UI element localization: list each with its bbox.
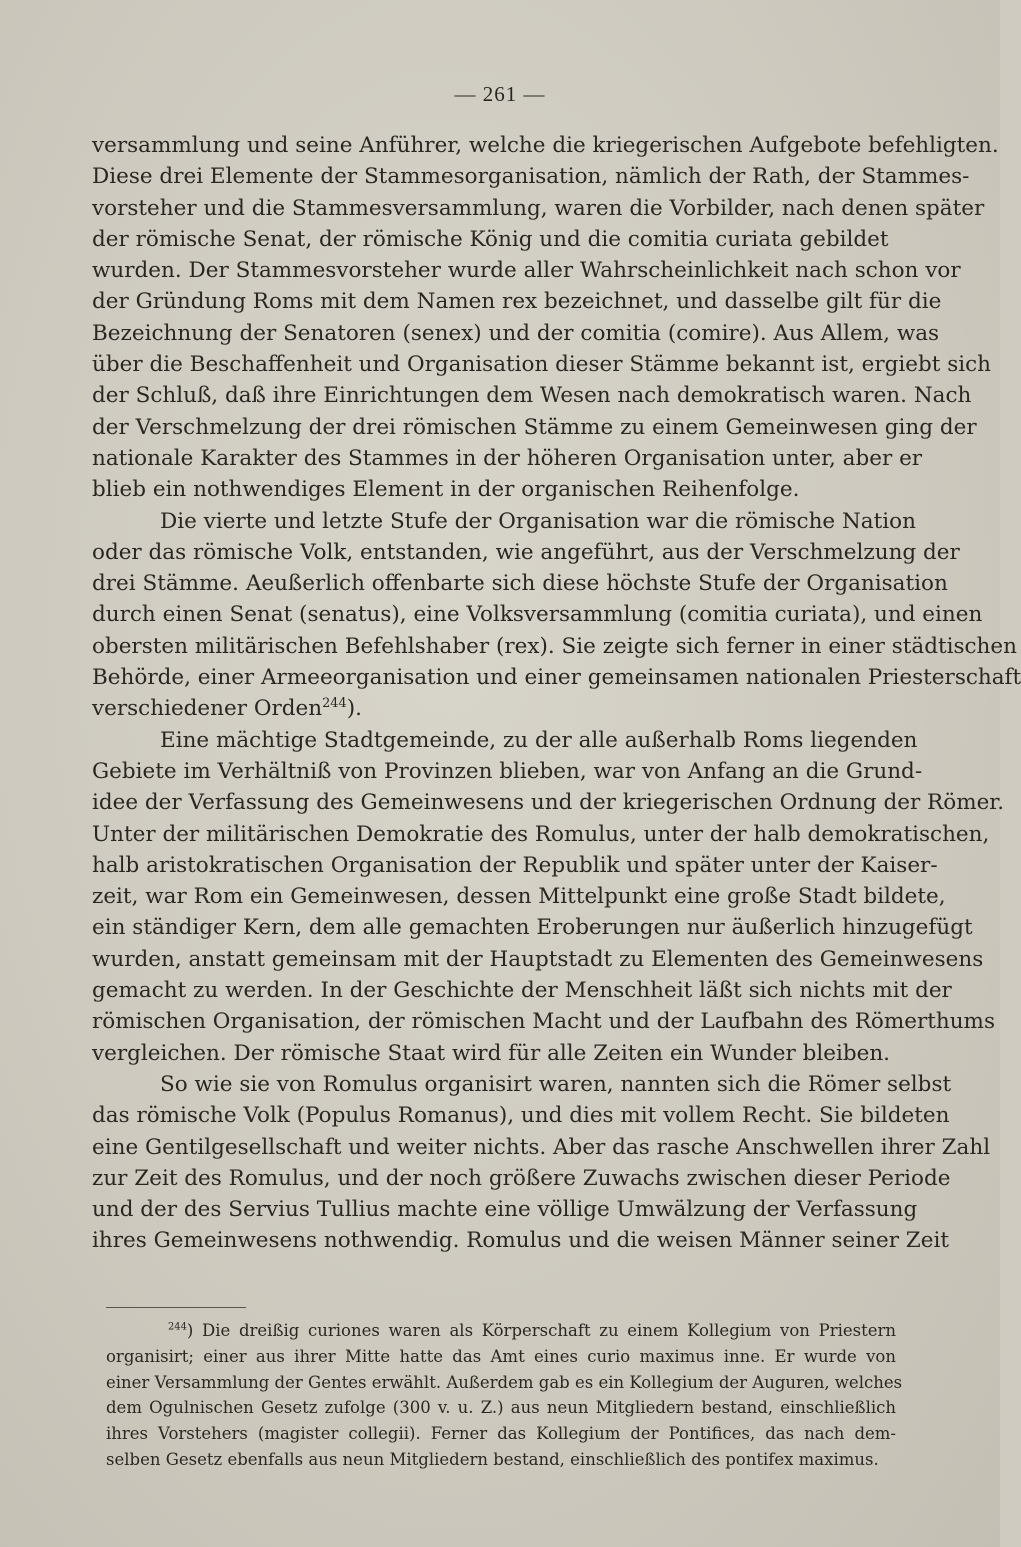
text-line: und der des Servius Tullius machte eine völlige Umwälzung der Verfassung xyxy=(92,1197,918,1223)
text-line: eine Gentilgesellschaft und weiter nichts. Aber das rasche Anschwellen ihrer Zahl xyxy=(92,1134,991,1160)
text-line: Diese drei Elemente der Stammesorganisation, nämlich der Rath, der Stammes- xyxy=(92,164,970,190)
text-line: versammlung und seine Anführer, welche die kriegerischen Aufgebote befehligten. xyxy=(92,133,999,158)
footnote-line: ihres Vorstehers (magister collegii). Ferner das Kollegium der Pontifices, das nach dem- xyxy=(106,1424,896,1444)
text-line: der Gründung Roms mit dem Namen rex bezeichnet, und dasselbe gilt für die xyxy=(92,289,942,315)
footnote-line: selben Gesetz ebenfalls aus neun Mitgliedern bestand, einschließlich des pontifex maximus. xyxy=(106,1449,879,1469)
paragraph-start-line: So wie sie von Romulus organisirt waren, nannten sich die Römer selbst xyxy=(160,1071,952,1097)
page-number-header: — 261 — xyxy=(454,82,546,106)
text-line: römischen Organisation, der römischen Macht und der Laufbahn des Römerthums xyxy=(92,1009,995,1035)
text-line: oder das römische Volk, entstanden, wie angeführt, aus der Verschmelzung der xyxy=(92,539,960,565)
footnote-divider xyxy=(106,1307,246,1308)
text-line: vergleichen. Der römische Staat wird für alle Zeiten ein Wunder bleiben. xyxy=(92,1040,891,1066)
text-line: Behörde, einer Armeeorganisation und einer gemeinsamen nationalen Priesterschaft xyxy=(92,665,1021,691)
footnote-reference: 244 xyxy=(322,696,347,712)
text-line: Gebiete im Verhältniß von Provinzen blieben, war von Anfang an die Grund- xyxy=(92,758,923,784)
text-line: verschiedener Orden$^{244}$). xyxy=(92,696,362,722)
text-line: blieb ein nothwendiges Element in der organischen Reihenfolge. xyxy=(92,477,800,503)
text-line: nationale Karakter des Stammes in der höheren Organisation unter, aber er xyxy=(92,445,923,471)
text-line: Unter der militärischen Demokratie des Romulus, unter der halb demokratischen, xyxy=(92,821,990,847)
text-line: der Verschmelzung der drei römischen Stämme zu einem Gemeinwesen ging der xyxy=(92,414,977,440)
text-line: durch einen Senat (senatus), eine Volksversammlung (comitia curiata), und einen xyxy=(92,602,983,628)
text-line: wurden. Der Stammesvorsteher wurde aller Wahrscheinlichkeit nach schon vor xyxy=(92,258,961,284)
text-line: das römische Volk (Populus Romanus), und dies mit vollem Recht. Sie bildeten xyxy=(92,1103,950,1129)
text-line: zur Zeit des Romulus, und der noch größere Zuwachs zwischen dieser Periode xyxy=(92,1165,951,1191)
text-line: obersten militärischen Befehlshaber (rex). Sie zeigte sich ferner in einer städtischen xyxy=(92,633,1017,659)
footnote-line: einer Versammlung der Gentes erwählt. Außerdem gab es ein Kollegium der Auguren, welches xyxy=(106,1372,903,1392)
text-line: gemacht zu werden. In der Geschichte der Menschheit läßt sich nichts mit der xyxy=(92,978,952,1004)
text-line: zeit, war Rom ein Gemeinwesen, dessen Mittelpunkt eine große Stadt bildete, xyxy=(92,884,946,910)
main-text xyxy=(92,130,1021,1257)
text-line: halb aristokratischen Organisation der Republik und später unter der Kaiser- xyxy=(92,852,938,878)
footnote-line: dem Ogulnischen Gesetz zufolge (300 v. u. Z.) aus neun Mitgliedern bestand, einschließlich xyxy=(106,1398,896,1418)
footnote-marker: 244 xyxy=(168,1321,187,1333)
text-line: der römische Senat, der römische König und die comitia curiata gebildet xyxy=(92,226,889,252)
paragraph-start-line: Die vierte und letzte Stufe der Organisation war die römische Nation xyxy=(160,508,916,534)
footnote-line: organisirt; einer aus ihrer Mitte hatte das Amt eines curio maximus inne. Er wurde von xyxy=(106,1346,896,1366)
text-line: ihres Gemeinwesens nothwendig. Romulus und die weisen Männer seiner Zeit xyxy=(92,1228,949,1254)
text-line: der Schluß, daß ihre Einrichtungen dem Wesen nach demokratisch waren. Nach xyxy=(92,383,972,409)
text-line: über die Beschaffenheit und Organisation dieser Stämme bekannt ist, ergiebt sich xyxy=(92,352,992,378)
footnote-line: $^{244}$) Die dreißig curiones waren als Körperschaft zu einem Kollegium von Priestern xyxy=(168,1321,896,1340)
text-line: ein ständiger Kern, dem alle gemachten Eroberungen nur äußerlich hinzugefügt xyxy=(92,915,973,941)
text-line: idee der Verfassung des Gemeinwesens und der kriegerischen Ordnung der Römer. xyxy=(92,790,1005,816)
footnotes xyxy=(106,1318,903,1473)
text-line: Bezeichnung der Senatoren (senex) und der comitia (comire). Aus Allem, was xyxy=(92,320,940,346)
paragraph-start-line: Eine mächtige Stadtgemeinde, zu der alle außerhalb Roms liegenden xyxy=(160,727,918,753)
text-line: vorsteher und die Stammesversammlung, waren die Vorbilder, nach denen später xyxy=(92,195,985,221)
text-line: wurden, anstatt gemeinsam mit der Hauptstadt zu Elementen des Gemeinwesens xyxy=(92,946,984,972)
text-line: drei Stämme. Aeußerlich offenbarte sich diese höchste Stufe der Organisation xyxy=(92,571,948,597)
